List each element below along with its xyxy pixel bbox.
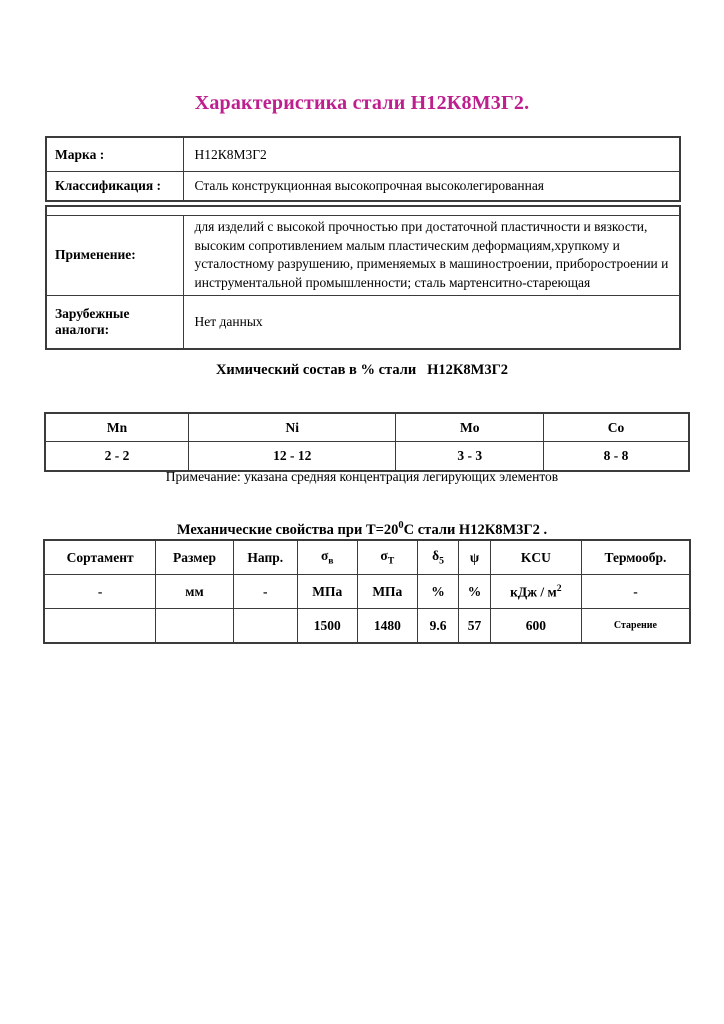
steel-info-table (45, 136, 681, 350)
mech-value: 1480 (357, 609, 417, 644)
mech-title-suffix: С стали Н12К8М3Г2 . (403, 521, 548, 538)
mech-title-superscript: 0 (398, 520, 404, 531)
mech-unit: мм (156, 575, 234, 609)
mech-unit: - (44, 575, 156, 609)
mech-col-header (357, 540, 417, 575)
mech-unit: % (417, 575, 458, 609)
mech-unit: - (233, 575, 297, 609)
chemical-composition-table (44, 412, 690, 472)
psi-symbol: ψ (469, 549, 480, 565)
delta-subscript: 5 (439, 555, 444, 567)
info-table-top (45, 136, 681, 202)
mech-value (44, 609, 156, 644)
sigma-symbol: σ (320, 548, 329, 564)
chemical-section-title: Химический состав в % стали Н12К8М3Г2 (215, 362, 509, 378)
mech-col-header (459, 540, 491, 575)
info-table-bottom (45, 205, 681, 350)
mech-col-header: Напр. (233, 540, 297, 575)
chem-col-header: Ni (189, 413, 396, 442)
mech-unit: - (581, 575, 690, 609)
info-row-label: Классификация : (46, 172, 183, 202)
mech-value: 57 (459, 609, 491, 644)
separator-row (46, 206, 680, 216)
chem-col-header: Mo (396, 413, 543, 442)
table-row (46, 216, 680, 296)
info-row-value: для изделий с высокой прочностью при достаточной пластичности и вязкости, высоким сопротивлением малым пластическим деформациям,хрупкому и усталостному разрушению, применяемых в машиностроении, приборостроении и инструментальной промышленности; сталь мартенситно-стареющая (183, 216, 680, 296)
kcu-unit-superscript: 2 (556, 582, 562, 594)
mech-value: 600 (490, 609, 581, 644)
mech-col-header: Размер (156, 540, 234, 575)
mech-col-header: KCU (490, 540, 581, 575)
mech-value: 9.6 (417, 609, 458, 644)
mech-value (156, 609, 234, 644)
mech-unit (490, 575, 581, 609)
mech-unit: % (459, 575, 491, 609)
table-row (45, 442, 689, 472)
mechanical-properties-table (43, 539, 691, 644)
info-row-value: Сталь конструкционная высокопрочная высоколегированная (183, 172, 680, 202)
kcu-unit-text: кДж / м (510, 584, 557, 600)
info-row-label: Применение: (46, 216, 183, 296)
mech-values-row (44, 609, 690, 644)
chem-col-header: Co (543, 413, 689, 442)
sigma-symbol: σ (380, 548, 388, 564)
info-row-value: Нет данных (183, 295, 680, 349)
mechanical-section-title (0, 520, 724, 539)
sigma-subscript: в (328, 555, 334, 567)
table-row (46, 137, 680, 172)
mech-unit: МПа (357, 575, 417, 609)
info-row-label: Марка : (46, 137, 183, 172)
mech-header-row (44, 540, 690, 575)
separator-cell (46, 206, 680, 216)
mech-col-header: Термообр. (581, 540, 690, 575)
mech-table (43, 539, 691, 644)
delta-symbol: δ (432, 548, 440, 564)
mech-units-row (44, 575, 690, 609)
sigma-subscript: Т (387, 555, 395, 567)
table-row (46, 295, 680, 349)
mech-col-header (417, 540, 458, 575)
chemical-note: Примечание: указана средняя концентрация легирующих элементов (165, 469, 559, 484)
chem-table (44, 412, 690, 472)
mech-col-header (297, 540, 357, 575)
mech-unit: МПа (297, 575, 357, 609)
chem-value: 3 - 3 (396, 442, 543, 472)
mech-value: Старение (581, 609, 690, 644)
chem-col-header: Mn (45, 413, 189, 442)
mech-value (233, 609, 297, 644)
mech-value: 1500 (297, 609, 357, 644)
chem-value: 8 - 8 (543, 442, 689, 472)
chem-value: 2 - 2 (45, 442, 189, 472)
info-row-value: Н12К8М3Г2 (183, 137, 680, 172)
chem-value: 12 - 12 (189, 442, 396, 472)
mech-title-prefix: Механические свойства при Т=20 (176, 521, 399, 538)
page-title: Характеристика стали Н12К8М3Г2. (194, 92, 530, 114)
table-row (46, 172, 680, 202)
table-row (45, 413, 689, 442)
mech-col-header: Сортамент (44, 540, 156, 575)
info-row-label: Зарубежные аналоги: (46, 295, 183, 349)
